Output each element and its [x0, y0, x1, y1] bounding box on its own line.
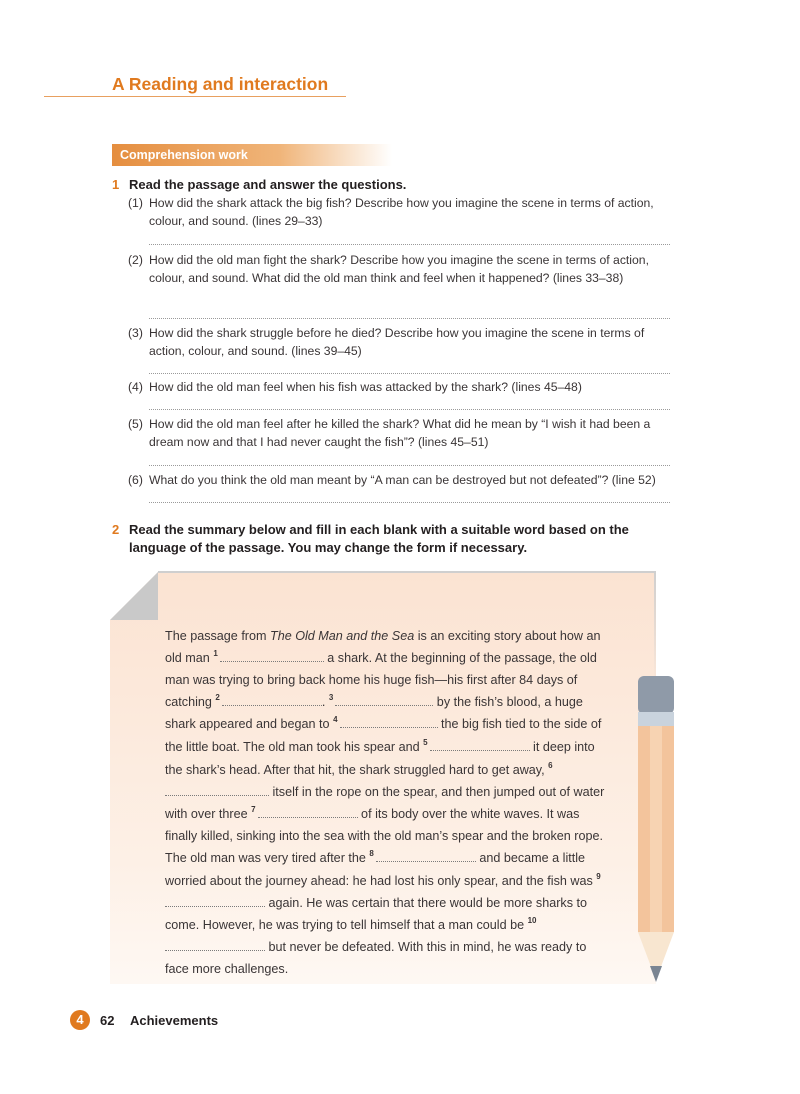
- task-1-number: 1: [112, 177, 120, 192]
- blank-10[interactable]: [165, 938, 265, 951]
- section-title: A Reading and interaction: [112, 74, 329, 94]
- pencil-eraser: [638, 676, 674, 714]
- blank-number-3: 3: [328, 692, 334, 702]
- question-text: How did the old man feel after he killed the shark? What did he mean by “I wish it had been a dream now and that I had never caught the fish”? (lines 45–51): [149, 417, 651, 449]
- answer-line-2[interactable]: [149, 318, 670, 319]
- blank-number-1: 1: [213, 648, 218, 658]
- question-number: (3): [128, 326, 143, 340]
- blank-number-9: 9: [596, 871, 601, 881]
- blank-number-8: 8: [369, 848, 374, 858]
- card-fold-flap: [110, 572, 158, 620]
- task-2-instruction: Read the summary below and fill in each blank with a suitable word based on the language of the passage. You may change the form if necessary.: [129, 522, 629, 555]
- task-2-heading: [112, 521, 639, 557]
- summary-segment: is an exciting story about how an old man: [165, 629, 601, 665]
- question-text: What do you think the old man meant by “A man can be destroyed but not defeated”? (line 52): [149, 473, 656, 487]
- question-text: How did the shark struggle before he died? Describe how you imagine the scene in terms of action, colour, and sound. (lines 39–45): [149, 326, 645, 358]
- blank-7[interactable]: [258, 805, 358, 818]
- answer-line-6[interactable]: [149, 502, 670, 503]
- title-rule: [44, 96, 346, 97]
- question-3: [128, 324, 673, 360]
- summary-segment: a shark. At the beginning of the passage, the old man was trying to bring back home his huge fish—his first after 84 days of catching: [165, 650, 597, 709]
- summary-segment: The passage from: [165, 629, 270, 643]
- pencil-lead: [650, 966, 662, 982]
- pencil-ferrule: [638, 712, 674, 726]
- card-border: [158, 571, 656, 573]
- question-number: (5): [128, 417, 143, 431]
- answer-line-3[interactable]: [149, 373, 670, 374]
- blank-9[interactable]: [165, 894, 265, 907]
- question-5: [128, 415, 673, 451]
- blank-number-4: 4: [333, 715, 338, 725]
- question-number: (2): [128, 253, 143, 267]
- answer-line-4[interactable]: [149, 409, 670, 410]
- task-1-heading: [112, 176, 639, 194]
- card-border-right: [654, 571, 656, 681]
- summary-segment: the big fish tied to the side of the little boat. The old man took his spear and: [165, 717, 602, 754]
- summary-segment: of its body over the white waves. It was finally killed, sinking into the sea with the old man’s spear and the broken rope. The old man was very tired after the: [165, 806, 604, 865]
- question-text: How did the old man fight the shark? Describe how you imagine the scene in terms of action, colour, and sound. What did the old man think and feel when it happened? (lines 33–38): [149, 253, 649, 285]
- summary-segment: by the fish’s blood, a huge shark appeared and began to: [165, 694, 583, 732]
- blank-5[interactable]: [430, 738, 530, 751]
- summary-text: [165, 626, 611, 981]
- unit-badge: 4: [70, 1010, 90, 1030]
- question-number: (1): [128, 196, 143, 210]
- question-6: [128, 471, 673, 489]
- summary-segment: it deep into the shark’s head. After that hit, the shark struggled hard to get away,: [165, 739, 595, 777]
- blank-4[interactable]: [340, 715, 438, 728]
- summary-segment: again. He was certain that there would be more sharks to come. However, he was trying to tell himself that a man could be: [165, 896, 588, 932]
- blank-number-10: 10: [527, 915, 537, 925]
- question-4: [128, 378, 673, 396]
- question-2: [128, 251, 673, 287]
- answer-line-5[interactable]: [149, 465, 670, 466]
- blank-number-7: 7: [251, 804, 256, 814]
- summary-segment: but never be defeated. With this in mind, he was ready to face more challenges.: [165, 940, 587, 976]
- summary-segment: .: [321, 694, 329, 709]
- summary-segment: itself in the rope on the spear, and then jumped out of water with over three: [165, 785, 605, 821]
- task-2-number: 2: [112, 522, 120, 537]
- answer-line-1[interactable]: [149, 244, 670, 245]
- page-number: 62: [100, 1013, 115, 1028]
- comprehension-banner: Comprehension work: [112, 144, 392, 166]
- footer-title: Achievements: [130, 1013, 219, 1028]
- question-number: (4): [128, 380, 143, 394]
- blank-8[interactable]: [376, 849, 476, 862]
- book-title: The Old Man and the Sea: [270, 629, 415, 643]
- blank-number-2: 2: [215, 692, 220, 702]
- pencil-icon: [636, 676, 676, 982]
- summary-segment: and became a little worried about the journey ahead: he had lost his only spear, and the fish was: [165, 850, 597, 888]
- question-text: How did the old man feel when his fish was attacked by the shark? (lines 45–48): [149, 380, 582, 394]
- pencil-body-highlight: [650, 726, 662, 932]
- task-1-instruction: Read the passage and answer the questions.: [129, 177, 407, 192]
- blank-3[interactable]: [335, 693, 433, 706]
- blank-6[interactable]: [165, 783, 269, 796]
- blank-number-6: 6: [548, 760, 553, 770]
- blank-2[interactable]: [222, 693, 322, 706]
- blank-1[interactable]: [220, 649, 324, 662]
- question-text: How did the shark attack the big fish? Describe how you imagine the scene in terms of action, colour, and sound. (lines 29–33): [149, 196, 654, 228]
- blank-number-5: 5: [423, 737, 428, 747]
- question-1: [128, 194, 673, 230]
- question-number: (6): [128, 473, 143, 487]
